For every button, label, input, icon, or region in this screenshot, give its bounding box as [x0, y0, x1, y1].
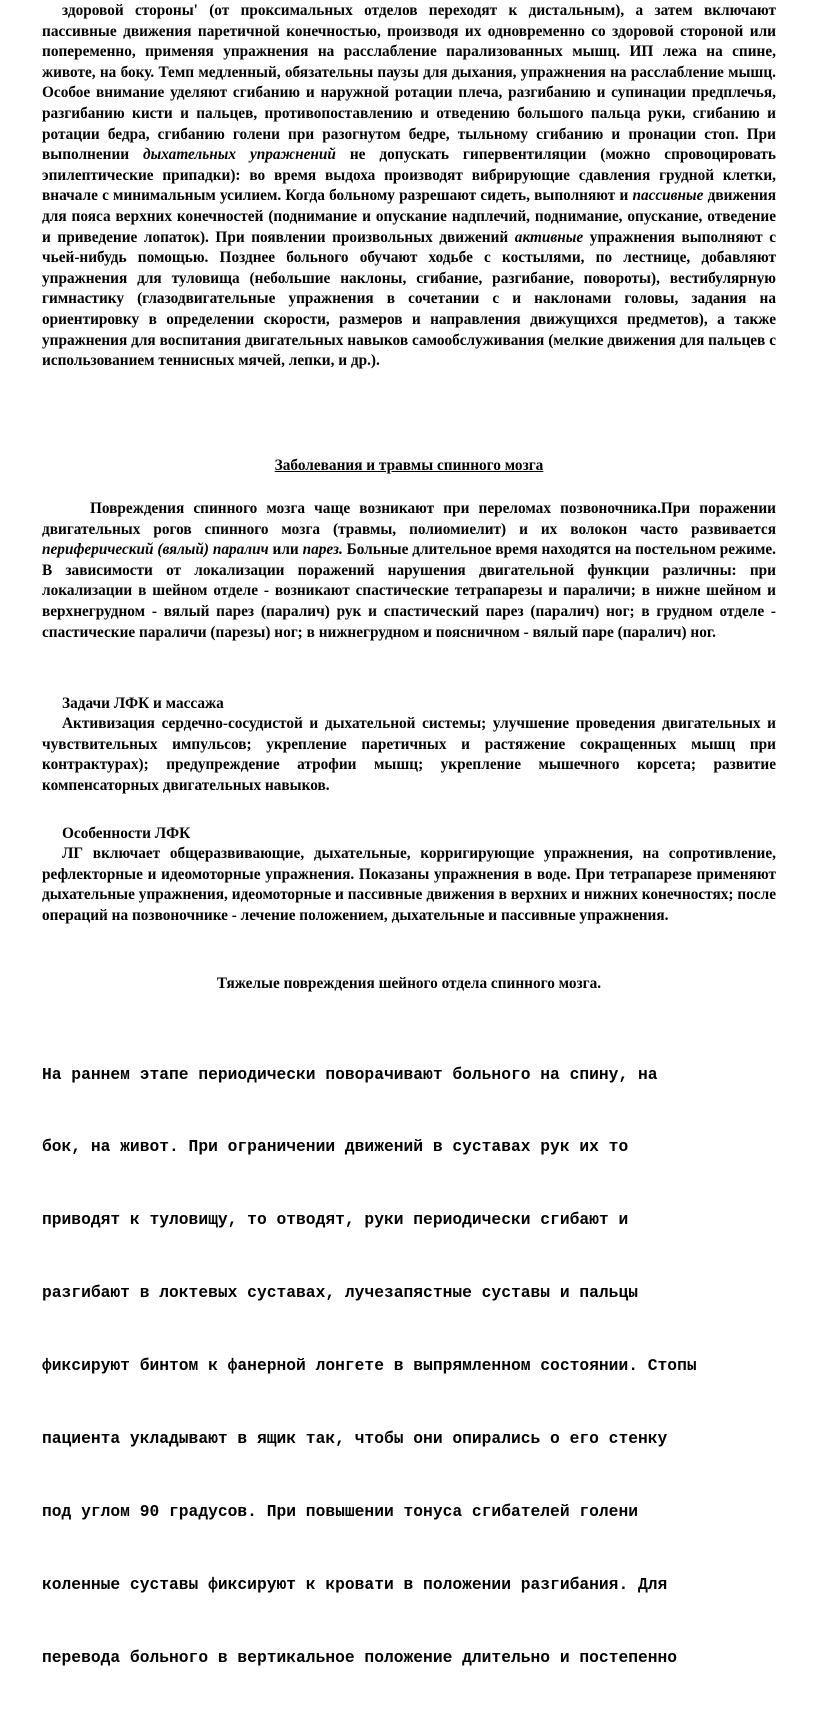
emphasis-peripheral-paralysis: периферический (вялый) паралич [42, 541, 269, 559]
emphasis-passive: пассивные [632, 187, 704, 205]
paragraph-text: здоровой стороны' (от проксимальных отделов переходят к дистальным), а затем включают пассивные движения паретичной конечностью, производя их одновременно со здоровой стороной или попеременно, применяя упражнения на расслабление парализованных мышц. ИП лежа на спине, животе, на боку. Темп медленный, обязательны паузы для дыхания, упражнения на расслабление мышц. Особое внимание уделяют сгибанию и наружной ротации плеча, разгибанию и супинации предплечья, разгибанию кисти и пальцев, противопоставлению и отведению большого пальца руки, сгибанию и ротации бедра, сгибанию голени при разогнутом бедре, тыльному сгибанию и пронации стоп. При выполнении [42, 2, 776, 164]
spinal-cord-paragraph [42, 499, 776, 643]
features-paragraph: ЛГ включает общеразвивающие, дыхательные, корригирующие упражнения, на сопротивление, рефлекторные и идеомоторные упражнения. Показаны упражнения в воде. При тетрапарезе применяют дыхательные упражнения, идеомоторные и пассивные движения в верхних и нижних конечностях; после операций на позвоночнике - лечение положением, дыхательные и пассивные упражнения. [42, 845, 776, 924]
paragraph-text: Больные длительное время находятся на постельном режиме. В зависимости от локализации поражений нарушения двигательной функции различны: при локализации в шейном отделе - возникают спастические тетрапарезы и параличи; в нижне шейном и верхнегрудном - вялый парез (паралич) рук и спастический парез (паралич) ног; в грудном отделе - спастические параличи (парезы) ног; в нижнегрудном и поясничном - вялый паре (паралич) ног. [42, 541, 776, 641]
text-line: разгибают в локтевых суставах, лучезапястные суставы и пальцы [42, 1283, 638, 1303]
features-heading: Особенности ЛФК [62, 825, 191, 842]
monospace-text-block [42, 1014, 792, 1719]
text-line: фиксируют бинтом к фанерной лонгете в выпрямленном состоянии. Стопы [42, 1356, 697, 1376]
intro-paragraph [42, 1, 776, 372]
text-line: бок, на живот. При ограничении движений в суставах рук их то [42, 1137, 629, 1157]
tasks-heading: Задачи ЛФК и массажа [62, 695, 224, 712]
section-title: Заболевания и травмы спинного мозга [274, 457, 544, 474]
tasks-paragraph: Активизация сердечно-сосудистой и дыхательной системы; улучшение проведения двигательных и чувствительных импульсов; укрепление паретичных и растяжение сокращенных мышц при контрактурах); предупреждение атрофии мышц; укрепление мышечного корсета; развитие компенсаторных двигательных навыков. [42, 715, 776, 794]
paragraph-text: Повреждения спинного мозга чаще возникают при переломах позвоночника.При поражении двигательных рогов спинного мозга (травмы, полиомиелит) и их волокон часто развивается [42, 500, 776, 538]
text-line: коленные суставы фиксируют к кровати в положении разгибания. Для [42, 1574, 668, 1594]
emphasis-active: активные [514, 228, 584, 246]
paragraph-text: не допускать гипервентиляции (можно спровоцировать эпилептические припадки): во время выдоха производят вибрирующие сдавления грудной клетки, вначале с минимальным усилием. Когда больному разрешают сидеть, выполняют и [42, 146, 776, 205]
subtitle-heading: Тяжелые повреждения шейного отдела спинного мозга. [216, 975, 602, 992]
paragraph-text: или [268, 541, 303, 559]
paragraph-text: движения для пояса верхних конечностей (поднимание и опускание надплечий, поднимание, опускание, отведение и приведение лопаток). При появлении произвольных движений [42, 187, 776, 246]
paragraph-text: упражнения выполняют с чьей-нибудь помощью. Позднее больного обучают ходьбе с костылями, по лестнице, добавляют упражнения для туловища (небольшие наклоны, сгибание, разгибание, повороты), вестибулярную гимнастику (глазодвигательные упражнения в сочетании с и наклонами головы, задания на ориентировку в определении скорости, размеров и направления движущихся предметов), а также упражнения для воспитания двигательных навыков самообслуживания (мелкие движения для пальцев с использованием теннисных мячей, лепки, и др.). [42, 228, 776, 370]
text-line: На раннем этапе периодически поворачивают больного на спину, на [42, 1064, 658, 1084]
text-line: пациента укладывают в ящик так, чтобы они опирались о его стенку [42, 1429, 668, 1449]
emphasis-paresis: парез. [302, 541, 343, 559]
text-line: перевода больного в вертикальное положение длительно и постепенно [42, 1647, 678, 1667]
emphasis-breathing-exercises: дыхательных упражнений [143, 146, 336, 164]
text-line: под углом 90 градусов. При повышении тонуса сгибателей голени [42, 1501, 638, 1521]
text-line: приводят к туловищу, то отводят, руки периодически сгибают и [42, 1210, 629, 1230]
